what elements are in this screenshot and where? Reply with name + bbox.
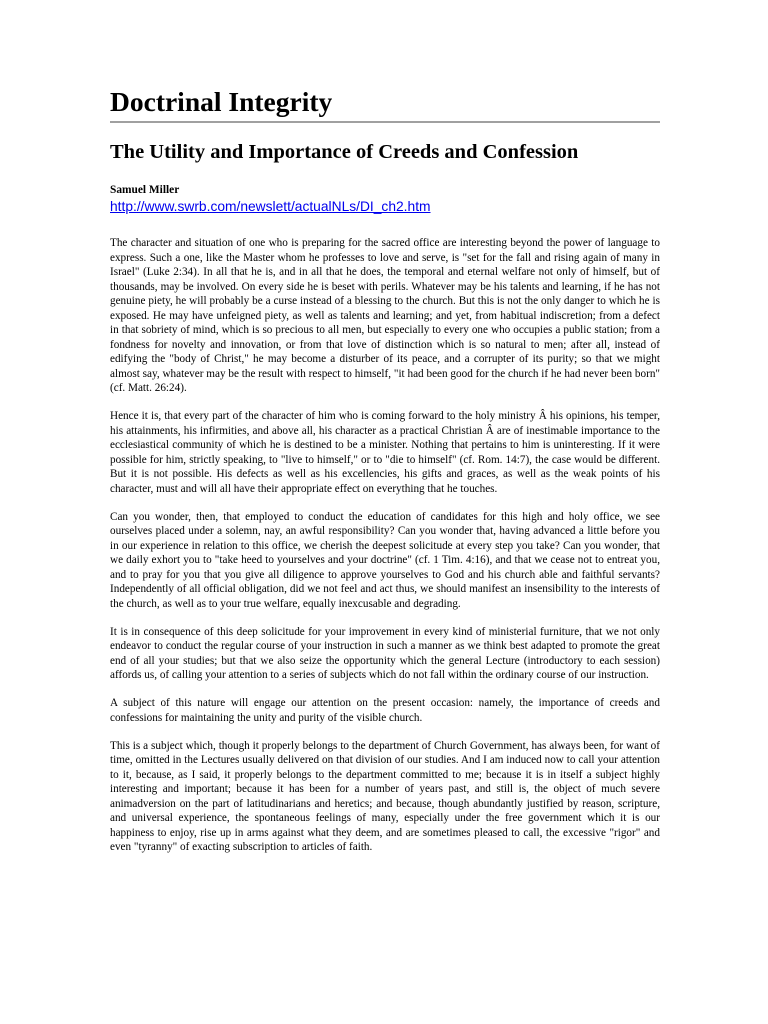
paragraph-1: The character and situation of one who is preparing for the sacred office are interesting beyond the power of language to express. Such a one, like the Master whom he professes to love and serve, is "set for the fall and rising again of many in Israel" (Luke 2:34). In all that he is, and in all that he does, the temporal and eternal welfare not only of himself, but of thousands, may be involved. On every side he is beset with perils. Whatever may be his talents and learning, if he has not genuine piety, he will probably be a curse instead of a blessing to the church. But this is not the only danger to which he is exposed. He may have unfeigned piety, as well as talents and learning; and yet, from habitual indiscretion; from a defect in that sobriety of mind, which is so precious to all men, but especially to every one who occupies a public station; from a fondness for novelty and innovation, or from that love of distinction which is so natural to men; after all, instead of edifying the "body of Christ," he may become a disturber of its peace, and a corrupter of its purity; so that we might almost say, whatever may be the result with respect to himself, "it had been good for the church if he had never been born" (cf. Matt. 26:24).	[110, 237, 660, 394]
body-text	[110, 236, 660, 855]
paragraph-6: This is a subject which, though it properly belongs to the department of Church Government, has always been, for want of time, omitted in the Lectures usually delivered on that division of our studies. And I am induced now to call your attention to it, because, as I said, it properly belongs to the department committed to me; because it is in itself a subject highly interesting and important; because it has been for a number of years past, and still is, the object of much severe animadversion on the part of latitudinarians and heretics; and because, though abundantly justified by reason, scripture, and universal experience, the spontaneous feelings of many, especially under the free government which it is our happiness to enjoy, rise up in arms against what they deem, and are sometimes pleased to call, the excessive "rigor" and even "tyranny" of exacting subscription to articles of faith.	[110, 739, 660, 854]
paragraph-3: Can you wonder, then, that employed to conduct the education of candidates for this high and holy office, we see ourselves placed under a solemn, nay, an awful responsibility? Can you wonder that, having advanced a little before you in our experience in relation to this office, we cherish the deepest solicitude at every step you take? Can you wonder, that we daily exhort you to "take heed to yourselves and your doctrine" (cf. 1 Tim. 4:16), and that we cease not to entreat you, and to pray for you that you give all diligence to approve yourselves to God and his church able and faithful servants? Independently of all official obligation, did we not feel and act thus, we should manifest an insensibility to the interests of the church, as well as to your true welfare, equally inexcusable and degrading.	[110, 510, 660, 610]
author-name: Samuel Miller	[110, 184, 180, 196]
document-page	[110, 84, 660, 869]
document-title: Doctrinal Integrity	[110, 84, 660, 123]
paragraph-2: Hence it is, that every part of the character of him who is coming forward to the holy ministry Â his opinions, his temper, his attainments, his infirmities, and above all, his character as a practical Christian Â are of inestimable importance to the ecclesiastical community of which he is destined to be a minister. Nothing that pertains to him is uninteresting. If it were possible for him, strictly speaking, to "live to himself," or to "die to himself" (cf. Rom. 14:7), the case would be different. But it is not possible. His defects as well as his excellencies, his gifts and graces, as well as the weak points of his character, must and will all have their appropriate effect on everything that he touches.	[110, 410, 660, 495]
source-link[interactable]: http://www.swrb.com/newslett/actualNLs/DI_ch2.htm	[110, 199, 431, 214]
paragraph-5: A subject of this nature will engage our attention on the present occasion: namely, the importance of creeds and confessions for maintaining the unity and purity of the visible church.	[110, 697, 660, 724]
document-subtitle: The Utility and Importance of Creeds and Confession	[110, 141, 579, 163]
paragraph-4: It is in consequence of this deep solicitude for your improvement in every kind of ministerial furniture, that we not only endeavor to conduct the regular course of your instruction in such a manner as we think best adapted to promote the great end of all your studies; but that we also seize the opportunity which the general Lecture (introductory to each session) affords us, of calling your attention to a series of subjects which do not fall within the ordinary course of our instruction.	[110, 625, 660, 682]
